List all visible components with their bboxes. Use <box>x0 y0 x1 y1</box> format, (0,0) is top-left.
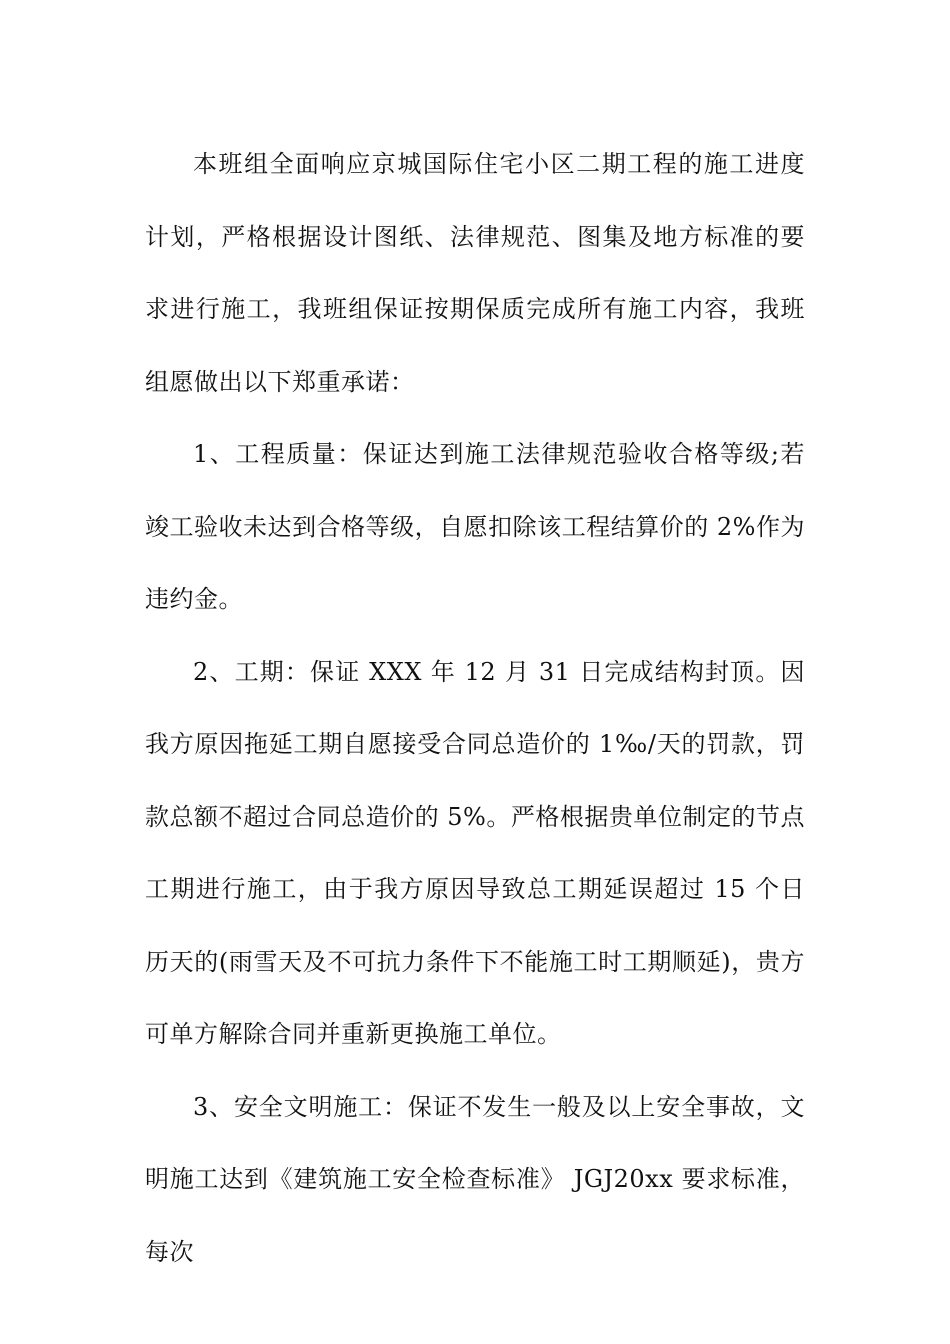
paragraph-intro: 本班组全面响应京城国际住宅小区二期工程的施工进度计划，严格根据设计图纸、法律规范、图集及地方标准的要求进行施工，我班组保证按期保质完成所有施工内容，我班组愿做出以下郑重承诺： <box>145 150 805 396</box>
paragraph-quality: 1、工程质量：保证达到施工法律规范验收合格等级;若竣工验收未达到合格等级，自愿扣除该工程结算价的 2%作为违约金。 <box>145 440 805 613</box>
paragraph-schedule: 2、工期：保证 XXX 年 12 月 31 日完成结构封顶。因我方原因拖延工期自愿接受合同总造价的 1‰/天的罚款，罚款总额不超过合同总造价的 5%。严格根据贵单位制定的节点工期进行施工，由于我方原因导致总工期延误超过 15 个日历天的(雨雪天及不可抗力条件下不能施工时工期顺延)，贵方可单方解除合同并重新更换施工单位。 <box>145 657 805 1048</box>
paragraph-safety: 3、安全文明施工：保证不发生一般及以上安全事故，文明施工达到《建筑施工安全检查标准》 JGJ20xx 要求标准，每次 <box>145 1092 805 1266</box>
document-page <box>145 128 805 1288</box>
